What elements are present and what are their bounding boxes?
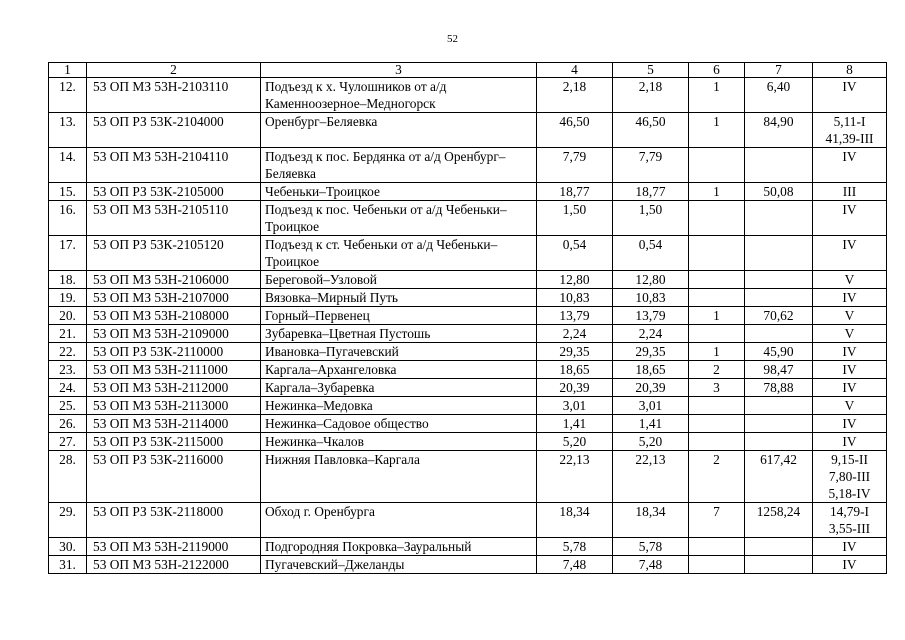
length-total-cell: 1,50: [537, 201, 613, 236]
length-total-cell: 20,39: [537, 379, 613, 397]
road-code-cell: 53 ОП РЗ 53К-2118000: [87, 503, 261, 538]
length-total-cell: 18,77: [537, 183, 613, 201]
bridge-count-cell: [689, 325, 745, 343]
row-number-cell: 17.: [49, 236, 87, 271]
bridge-length-cell: 617,42: [745, 451, 813, 503]
row-number-cell: 30.: [49, 538, 87, 556]
road-code-cell: 53 ОП МЗ 53Н-2105110: [87, 201, 261, 236]
length-total-cell: 2,18: [537, 78, 613, 113]
bridge-length-cell: 84,90: [745, 113, 813, 148]
row-number-cell: 15.: [49, 183, 87, 201]
road-name-cell: Чебеньки–Троицкое: [261, 183, 537, 201]
length-value-cell: 13,79: [613, 307, 689, 325]
length-total-cell: 0,54: [537, 236, 613, 271]
table-body: [49, 78, 887, 574]
row-number-cell: 12.: [49, 78, 87, 113]
length-value-cell: 7,79: [613, 148, 689, 183]
bridge-length-cell: [745, 325, 813, 343]
bridge-length-cell: [745, 148, 813, 183]
length-value-cell: 1,50: [613, 201, 689, 236]
bridge-length-cell: [745, 538, 813, 556]
length-total-cell: 2,24: [537, 325, 613, 343]
road-name-cell: Нижняя Павловка–Каргала: [261, 451, 537, 503]
bridge-count-cell: [689, 271, 745, 289]
road-name-cell: Каргала–Архангеловка: [261, 361, 537, 379]
bridge-length-cell: 70,62: [745, 307, 813, 325]
table-row: [49, 183, 887, 201]
bridge-count-cell: [689, 538, 745, 556]
category-cell: 5,11-I 41,39-III: [813, 113, 887, 148]
table-row: [49, 433, 887, 451]
road-code-cell: 53 ОП МЗ 53Н-2113000: [87, 397, 261, 415]
page-number: 52: [447, 33, 458, 45]
bridge-length-cell: [745, 271, 813, 289]
length-total-cell: 18,65: [537, 361, 613, 379]
road-name-cell: Береговой–Узловой: [261, 271, 537, 289]
roads-table: [48, 62, 887, 574]
bridge-count-cell: 1: [689, 78, 745, 113]
length-value-cell: 5,20: [613, 433, 689, 451]
length-value-cell: 2,24: [613, 325, 689, 343]
bridge-length-cell: 50,08: [745, 183, 813, 201]
bridge-length-cell: [745, 433, 813, 451]
bridge-count-cell: 1: [689, 113, 745, 148]
category-cell: 14,79-I 3,55-III: [813, 503, 887, 538]
category-cell: IV: [813, 379, 887, 397]
length-total-cell: 7,79: [537, 148, 613, 183]
row-number-cell: 28.: [49, 451, 87, 503]
road-code-cell: 53 ОП МЗ 53Н-2114000: [87, 415, 261, 433]
road-name-cell: Обход г. Оренбурга: [261, 503, 537, 538]
road-code-cell: 53 ОП МЗ 53Н-2122000: [87, 556, 261, 574]
column-header: 5: [613, 63, 689, 78]
row-number-cell: 24.: [49, 379, 87, 397]
column-header: 8: [813, 63, 887, 78]
bridge-length-cell: 1258,24: [745, 503, 813, 538]
row-number-cell: 29.: [49, 503, 87, 538]
length-total-cell: 5,78: [537, 538, 613, 556]
category-cell: IV: [813, 148, 887, 183]
table-row: [49, 343, 887, 361]
row-number-cell: 22.: [49, 343, 87, 361]
road-name-cell: Подъезд к ст. Чебеньки от а/д Чебеньки–Троицкое: [261, 236, 537, 271]
road-code-cell: 53 ОП МЗ 53Н-2111000: [87, 361, 261, 379]
road-name-cell: Нежинка–Чкалов: [261, 433, 537, 451]
road-code-cell: 53 ОП РЗ 53К-2110000: [87, 343, 261, 361]
length-value-cell: 0,54: [613, 236, 689, 271]
length-value-cell: 10,83: [613, 289, 689, 307]
length-value-cell: 46,50: [613, 113, 689, 148]
length-total-cell: 22,13: [537, 451, 613, 503]
length-value-cell: 5,78: [613, 538, 689, 556]
bridge-count-cell: [689, 556, 745, 574]
table-row: [49, 289, 887, 307]
road-name-cell: Подгородняя Покровка–Зауральный: [261, 538, 537, 556]
length-total-cell: 12,80: [537, 271, 613, 289]
road-code-cell: 53 ОП МЗ 53Н-2108000: [87, 307, 261, 325]
road-name-cell: Подъезд к х. Чулошников от а/д Каменноозерное–Медногорск: [261, 78, 537, 113]
table-row: [49, 361, 887, 379]
road-name-cell: Ивановка–Пугачевский: [261, 343, 537, 361]
road-name-cell: Пугачевский–Джеланды: [261, 556, 537, 574]
length-value-cell: 3,01: [613, 397, 689, 415]
bridge-count-cell: [689, 433, 745, 451]
table-row: [49, 556, 887, 574]
row-number-cell: 21.: [49, 325, 87, 343]
bridge-count-cell: [689, 415, 745, 433]
column-number-row: [49, 63, 887, 78]
length-value-cell: 29,35: [613, 343, 689, 361]
road-name-cell: Подъезд к пос. Чебеньки от а/д Чебеньки–Троицкое: [261, 201, 537, 236]
bridge-count-cell: [689, 289, 745, 307]
length-total-cell: 7,48: [537, 556, 613, 574]
bridge-length-cell: [745, 556, 813, 574]
category-cell: IV: [813, 415, 887, 433]
table-row: [49, 148, 887, 183]
bridge-length-cell: [745, 415, 813, 433]
bridge-count-cell: [689, 148, 745, 183]
road-code-cell: 53 ОП МЗ 53Н-2104110: [87, 148, 261, 183]
category-cell: IV: [813, 289, 887, 307]
category-cell: 9,15-II 7,80-III 5,18-IV: [813, 451, 887, 503]
bridge-count-cell: 1: [689, 307, 745, 325]
column-header: 3: [261, 63, 537, 78]
road-name-cell: Подъезд к пос. Бердянка от а/д Оренбург–Беляевка: [261, 148, 537, 183]
road-name-cell: Горный–Первенец: [261, 307, 537, 325]
row-number-cell: 18.: [49, 271, 87, 289]
length-total-cell: 29,35: [537, 343, 613, 361]
table-row: [49, 201, 887, 236]
bridge-count-cell: 3: [689, 379, 745, 397]
length-total-cell: 5,20: [537, 433, 613, 451]
table-row: [49, 379, 887, 397]
length-value-cell: 22,13: [613, 451, 689, 503]
table-row: [49, 307, 887, 325]
bridge-length-cell: 6,40: [745, 78, 813, 113]
length-value-cell: 20,39: [613, 379, 689, 397]
road-name-cell: Нежинка–Садовое общество: [261, 415, 537, 433]
category-cell: IV: [813, 201, 887, 236]
bridge-count-cell: 2: [689, 361, 745, 379]
road-code-cell: 53 ОП МЗ 53Н-2107000: [87, 289, 261, 307]
table-row: [49, 451, 887, 503]
bridge-count-cell: 7: [689, 503, 745, 538]
road-code-cell: 53 ОП МЗ 53Н-2103110: [87, 78, 261, 113]
category-cell: IV: [813, 361, 887, 379]
length-total-cell: 3,01: [537, 397, 613, 415]
road-code-cell: 53 ОП РЗ 53К-2116000: [87, 451, 261, 503]
table-row: [49, 78, 887, 113]
column-header: 1: [49, 63, 87, 78]
bridge-length-cell: 78,88: [745, 379, 813, 397]
row-number-cell: 31.: [49, 556, 87, 574]
bridge-length-cell: 98,47: [745, 361, 813, 379]
road-code-cell: 53 ОП РЗ 53К-2105000: [87, 183, 261, 201]
column-header: 7: [745, 63, 813, 78]
road-code-cell: 53 ОП МЗ 53Н-2119000: [87, 538, 261, 556]
row-number-cell: 16.: [49, 201, 87, 236]
category-cell: IV: [813, 433, 887, 451]
bridge-count-cell: [689, 397, 745, 415]
bridge-count-cell: [689, 201, 745, 236]
length-value-cell: 7,48: [613, 556, 689, 574]
row-number-cell: 27.: [49, 433, 87, 451]
bridge-length-cell: [745, 289, 813, 307]
road-code-cell: 53 ОП РЗ 53К-2115000: [87, 433, 261, 451]
road-name-cell: Зубаревка–Цветная Пустошь: [261, 325, 537, 343]
bridge-length-cell: 45,90: [745, 343, 813, 361]
table-row: [49, 415, 887, 433]
category-cell: V: [813, 271, 887, 289]
row-number-cell: 19.: [49, 289, 87, 307]
bridge-length-cell: [745, 201, 813, 236]
row-number-cell: 26.: [49, 415, 87, 433]
column-header: 6: [689, 63, 745, 78]
bridge-length-cell: [745, 397, 813, 415]
row-number-cell: 25.: [49, 397, 87, 415]
row-number-cell: 13.: [49, 113, 87, 148]
length-value-cell: 18,77: [613, 183, 689, 201]
road-code-cell: 53 ОП МЗ 53Н-2106000: [87, 271, 261, 289]
category-cell: III: [813, 183, 887, 201]
road-code-cell: 53 ОП МЗ 53Н-2109000: [87, 325, 261, 343]
table-row: [49, 236, 887, 271]
category-cell: IV: [813, 236, 887, 271]
column-header: 4: [537, 63, 613, 78]
table-row: [49, 325, 887, 343]
bridge-count-cell: [689, 236, 745, 271]
road-name-cell: Каргала–Зубаревка: [261, 379, 537, 397]
bridge-length-cell: [745, 236, 813, 271]
length-value-cell: 1,41: [613, 415, 689, 433]
table-row: [49, 113, 887, 148]
category-cell: IV: [813, 538, 887, 556]
length-value-cell: 18,34: [613, 503, 689, 538]
bridge-count-cell: 2: [689, 451, 745, 503]
row-number-cell: 14.: [49, 148, 87, 183]
table-row: [49, 271, 887, 289]
column-header: 2: [87, 63, 261, 78]
row-number-cell: 23.: [49, 361, 87, 379]
table-row: [49, 503, 887, 538]
bridge-count-cell: 1: [689, 343, 745, 361]
row-number-cell: 20.: [49, 307, 87, 325]
category-cell: IV: [813, 556, 887, 574]
length-total-cell: 10,83: [537, 289, 613, 307]
category-cell: IV: [813, 78, 887, 113]
road-name-cell: Оренбург–Беляевка: [261, 113, 537, 148]
bridge-count-cell: 1: [689, 183, 745, 201]
length-total-cell: 46,50: [537, 113, 613, 148]
length-total-cell: 18,34: [537, 503, 613, 538]
road-code-cell: 53 ОП РЗ 53К-2105120: [87, 236, 261, 271]
road-code-cell: 53 ОП МЗ 53Н-2112000: [87, 379, 261, 397]
road-code-cell: 53 ОП РЗ 53К-2104000: [87, 113, 261, 148]
road-name-cell: Вязовка–Мирный Путь: [261, 289, 537, 307]
category-cell: IV: [813, 343, 887, 361]
category-cell: V: [813, 307, 887, 325]
category-cell: V: [813, 397, 887, 415]
category-cell: V: [813, 325, 887, 343]
table-row: [49, 397, 887, 415]
length-value-cell: 12,80: [613, 271, 689, 289]
length-total-cell: 13,79: [537, 307, 613, 325]
length-value-cell: 18,65: [613, 361, 689, 379]
length-total-cell: 1,41: [537, 415, 613, 433]
table-row: [49, 538, 887, 556]
length-value-cell: 2,18: [613, 78, 689, 113]
road-name-cell: Нежинка–Медовка: [261, 397, 537, 415]
